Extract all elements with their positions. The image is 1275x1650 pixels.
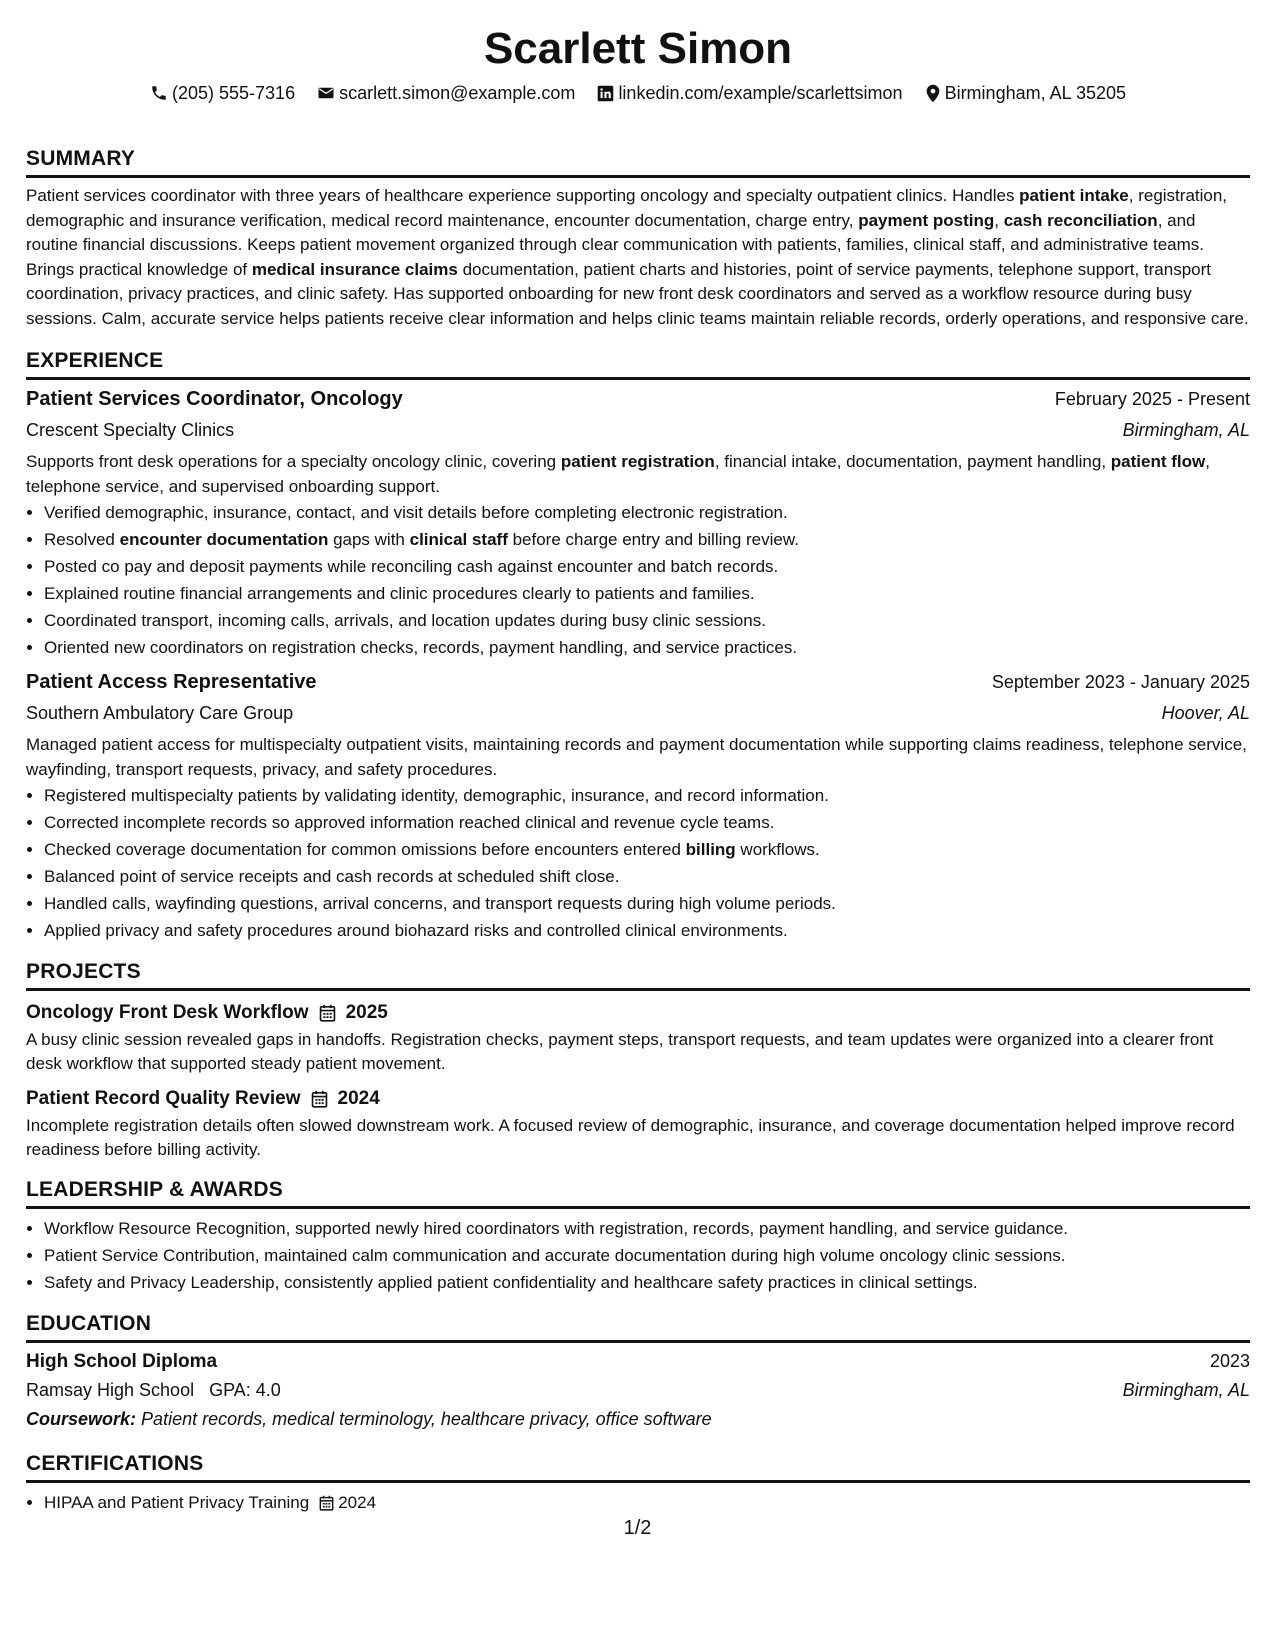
list-item (44, 553, 1250, 580)
list-item (44, 890, 1250, 917)
certifications-section (26, 1451, 1250, 1516)
bold-keyword: patient intake (1019, 186, 1129, 205)
envelope-icon (317, 84, 335, 102)
project-description: Incomplete registration details often slowed downstream work. A focused review of demographic, insurance, and coverage documentation helped improve record readiness before billing activity. (26, 1116, 1235, 1159)
text-run: Verified demographic, insurance, contact, and visit details before completing electronic registration. (44, 503, 788, 522)
text-run: gaps with (328, 530, 410, 549)
education-section (26, 1311, 1250, 1434)
page-number: 1/2 (623, 1517, 652, 1539)
education-subheader (26, 1376, 1250, 1405)
text-run: , and routine financial discussions. Keeps patient movement organized through clear communication with patients, families, clinical staff, and administrative teams. Brings practical knowledge of (26, 210, 1204, 279)
text-run: before charge entry and billing review. (507, 530, 799, 549)
text-run: Corrected incomplete records so approved information reached clinical and revenue cycle teams. (44, 813, 775, 832)
bold-keyword: medical insurance claims (251, 259, 458, 279)
text-run: Registered multispecialty patients by validating identity, demographic, insurance, and record information. (44, 786, 829, 805)
project-header (26, 1000, 1250, 1026)
bold-keyword: patient flow (1110, 452, 1206, 471)
job-dates: September 2023 - January 2025 (991, 672, 1250, 692)
list-item (44, 836, 1250, 863)
degree: High School Diploma (26, 1351, 218, 1372)
text-run: Managed patient access for multispecialty outpatient visits, maintaining records and payment documentation while supporting claims readiness, telephone service, wayfinding, transport requests, privacy, and safety procedures. (26, 735, 1247, 779)
job-title: Patient Services Coordinator, Oncology (26, 388, 403, 410)
calendar-icon (311, 1090, 328, 1108)
job-entry (26, 667, 1250, 944)
list-item (44, 580, 1250, 607)
coursework-text: Patient records, medical terminology, healthcare privacy, office software (141, 1409, 712, 1429)
text-run: , telephone service, and supervised onboarding support. (26, 452, 1210, 496)
gpa: GPA: 4.0 (209, 1380, 281, 1400)
bold-keyword: payment posting (858, 210, 995, 230)
school-name: Ramsay High School (26, 1380, 195, 1400)
experience-section (26, 348, 1250, 944)
job-header (26, 384, 1250, 415)
resume-page (26, 0, 1250, 1516)
job-company: Crescent Specialty Clinics (26, 420, 235, 440)
list-item: • Workflow Resource Recognition, supported newly hired coordinators with registration, records, payment handling, and service guidance. (44, 1215, 1250, 1242)
bold-keyword: cash reconciliation (1003, 210, 1158, 230)
text-run: Coordinated transport, incoming calls, arrivals, and location updates during busy clinic sessions. (44, 611, 766, 630)
certifications-list (26, 1489, 1250, 1516)
job-subheader (26, 415, 1250, 446)
section-title: CERTIFICATIONS (26, 1451, 1250, 1483)
text-run: Posted co pay and deposit payments while reconciling cash against encounter and batch records. (44, 557, 779, 576)
email-link[interactable]: scarlett.simon@example.com (339, 83, 576, 103)
job-location: Hoover, AL (1161, 703, 1250, 723)
text-run: Supports front desk operations for a specialty oncology clinic, covering (26, 452, 561, 471)
education-location: Birmingham, AL (1122, 1380, 1250, 1400)
list-item (44, 499, 1250, 526)
text-run: Checked coverage documentation for common omissions before encounters entered (44, 840, 686, 859)
contact-phone (150, 82, 295, 104)
education-header (26, 1347, 1250, 1376)
bold-keyword: billing (685, 840, 736, 859)
school-info (26, 1376, 281, 1405)
text-run: Balanced point of service receipts and cash records at scheduled shift close. (44, 867, 620, 886)
job-subheader (26, 698, 1250, 729)
text-run: workflows. (735, 840, 820, 859)
text-run: documentation, patient charts and histories, point of service payments, telephone support, transport coordination, privacy practices, and clinic safety. Has supported onboarding for new front desk coordinators and served as a workflow resource during busy sessions. Calm, accurate service helps patients receive clear information and helps clinic teams maintain reliable records, orderly operations, and responsive care. (26, 259, 1249, 328)
text-run: , (994, 210, 1004, 230)
summary-section (26, 146, 1250, 331)
section-title: EDUCATION (26, 1311, 1250, 1343)
phone-text: (205) 555-7316 (171, 83, 296, 103)
summary-text (26, 184, 1250, 331)
projects-section (26, 959, 1250, 1162)
text-run: Oriented new coordinators on registration checks, records, payment handling, and service practices. (44, 638, 798, 657)
leadership-list (26, 1215, 1250, 1296)
bold-keyword: clinical staff (409, 530, 508, 549)
list-item: • Patient Service Contribution, maintained calm communication and accurate documentation during high volume oncology clinic sessions. (44, 1242, 1250, 1269)
list-item: • Safety and Privacy Leadership, consistently applied patient confidentiality and healthcare safety practices in clinical settings. (44, 1269, 1250, 1296)
calendar-icon (319, 1495, 334, 1511)
coursework (26, 1405, 1250, 1434)
project-description: A busy clinic session revealed gaps in handoffs. Registration checks, payment steps, transport requests, and team updates were organized into a clearer front desk workflow that supported steady patient movement. (26, 1030, 1214, 1073)
text-run: Handled calls, wayfinding questions, arrival concerns, and transport requests during high volume periods. (44, 894, 836, 913)
section-title: LEADERSHIP & AWARDS (26, 1177, 1250, 1209)
linkedin-icon (597, 85, 614, 102)
education-year: 2023 (1209, 1351, 1250, 1371)
list-item (44, 634, 1250, 661)
certification-year: 2024 (338, 1493, 377, 1512)
text-run: , financial intake, documentation, payment handling, (714, 452, 1111, 471)
coursework-label: Coursework: (26, 1409, 137, 1429)
job-dates: February 2025 - Present (1054, 389, 1250, 409)
contact-bar (26, 82, 1250, 104)
job-location: Birmingham, AL (1122, 420, 1250, 440)
job-entry (26, 384, 1250, 661)
job-title: Patient Access Representative (26, 671, 317, 693)
job-description (26, 733, 1250, 782)
project-title: Patient Record Quality Review (26, 1088, 301, 1109)
leadership-section (26, 1177, 1250, 1296)
list-item (44, 809, 1250, 836)
list-item (44, 782, 1250, 809)
phone-icon (150, 84, 168, 102)
calendar-icon (319, 1004, 336, 1022)
list-item (44, 607, 1250, 634)
certification-name: • HIPAA and Patient Privacy Training (44, 1493, 310, 1512)
contact-linkedin[interactable] (597, 82, 902, 104)
section-title: EXPERIENCE (26, 348, 1250, 380)
job-company: Southern Ambulatory Care Group (26, 703, 294, 723)
job-bullets (26, 499, 1250, 661)
list-item (44, 1489, 1250, 1516)
job-bullets (26, 782, 1250, 944)
project-header (26, 1086, 1250, 1112)
text-run: Explained routine financial arrangements and clinic procedures clearly to patients and families. (44, 584, 755, 603)
contact-email[interactable] (317, 82, 575, 104)
list-item (44, 863, 1250, 890)
section-title: PROJECTS (26, 959, 1250, 991)
candidate-name: Scarlett Simon (483, 24, 793, 73)
certification (44, 1489, 376, 1516)
bold-keyword: patient registration (560, 452, 715, 471)
list-item (44, 917, 1250, 944)
list-item (44, 526, 1250, 553)
location-text: Birmingham, AL 35205 (944, 83, 1127, 103)
project-year: 2025 (345, 1002, 388, 1023)
project-year: 2024 (337, 1088, 380, 1109)
text-run: , registration, demographic and insurance verification, medical record maintenance, encounter documentation, charge entry, (26, 186, 1228, 230)
linkedin-link[interactable]: linkedin.com/example/scarlettsimon (618, 83, 903, 103)
bold-keyword: encounter documentation (119, 530, 329, 549)
text-run: Resolved (44, 530, 120, 549)
text-run: Patient services coordinator with three years of healthcare experience supporting oncology and specialty outpatient clinics. Handles (26, 186, 1020, 205)
job-description (26, 450, 1250, 499)
contact-location (925, 82, 1126, 104)
text-run: Applied privacy and safety procedures around biohazard risks and controlled clinical environments. (44, 921, 788, 940)
job-header (26, 667, 1250, 698)
project-title: Oncology Front Desk Workflow (26, 1002, 309, 1023)
map-pin-icon (925, 84, 941, 103)
section-title: SUMMARY (26, 146, 1250, 178)
